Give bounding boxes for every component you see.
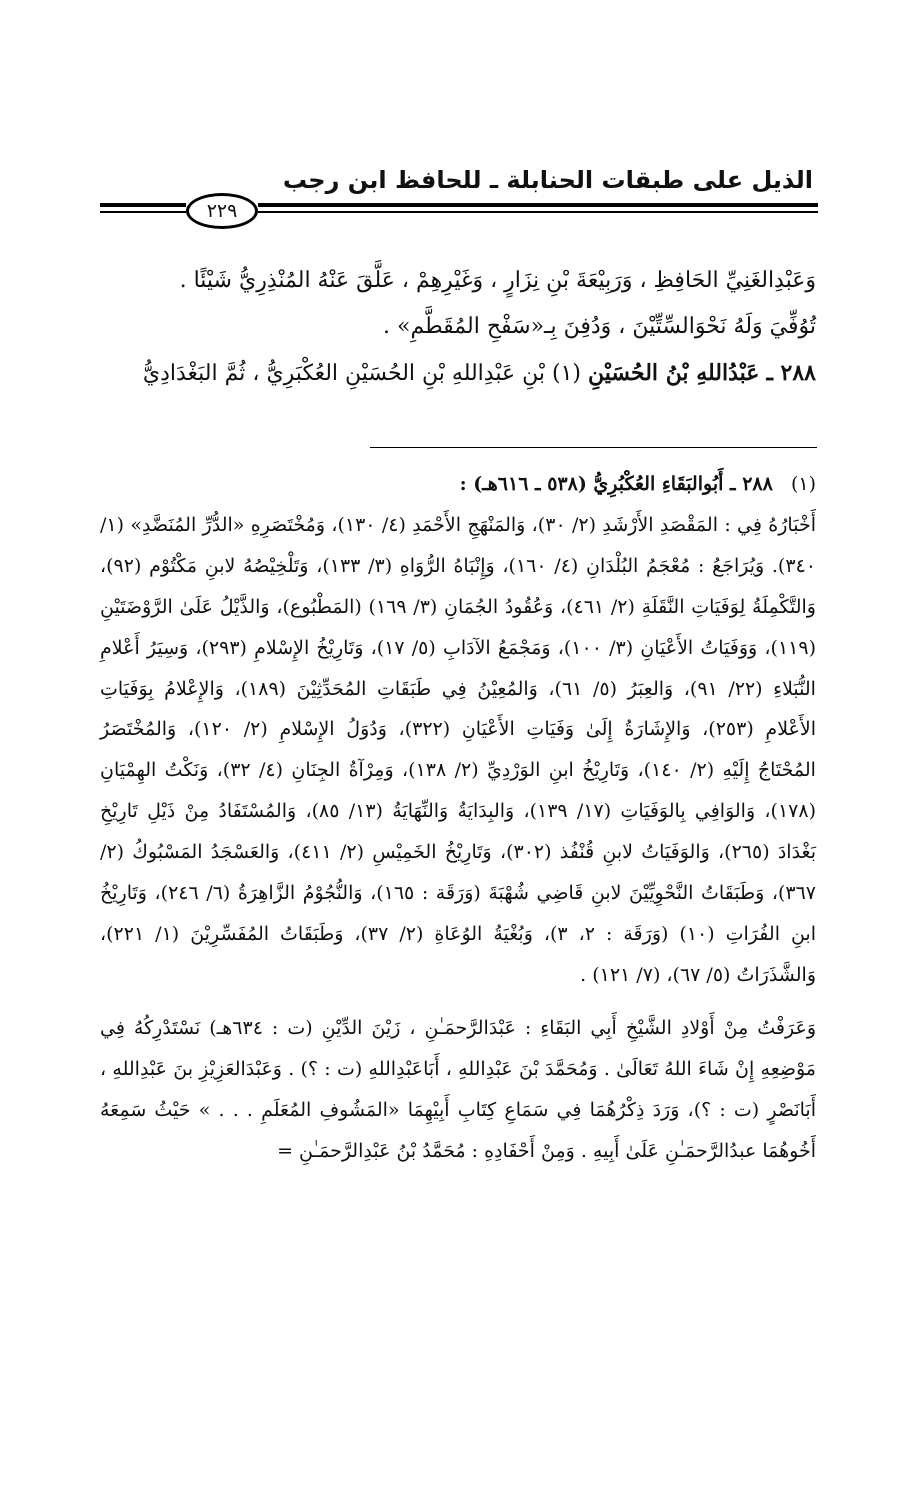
main-text: [100, 258, 816, 397]
entry-number: ٢٨٨ ـ: [766, 360, 816, 386]
entry-note-marker: (١): [551, 361, 581, 386]
header-rule-right-thick: [258, 203, 818, 207]
footnote-heading: ٢٨٨ ـ أَبُوالبَقَاءِ العُكْبُرِيُّ (٥٣٨ ـ ٦١٦هـ) :: [459, 473, 773, 495]
footnotes: [100, 464, 816, 1171]
header-rule-right-thin: [258, 211, 818, 213]
footnote-heading-line: [100, 464, 816, 505]
header-rule-left-thin: [100, 211, 186, 213]
entry-name: عَبْدُاللهِ بْنُ الحُسَيْنِ: [588, 360, 760, 386]
page-number: ٢٢٩: [186, 193, 258, 229]
main-line-1: وَعَبْدِالغَنِيِّ الحَافِظِ ، وَرَبِيْعَةَ بْنِ نِزَارٍ ، وَغَيْرِهِمْ ، عَلَّقَ عَنْهُ المُنْذِرِيُّ شَيْئًا .: [179, 268, 816, 293]
footnote-paragraph-2: وَعَرَفْتُ مِنْ أَوْلادِ الشَّيْخِ أَبِي البَقَاءِ : عَبْدَالرَّحمَـٰنِ ، زَيْنَ الدِّيْنِ (ت : ٦٣٤هـ) نَسْتَدْرِكُهُ فِي مَوْضِعِهِ إِنْ شَاءَ اللهُ تَعَالَىٰ . وَمُحَمَّدَ بْنَ عَبْدِاللهِ ، أَبَاعَبْدِاللهِ (ت : ؟) . وَعَبْدَالعَزِيْزِ بنَ عَبْدِاللهِ ، أَبَانَصْرٍ (ت : ؟)، وَرَدَ ذِكْرُهُمَا فِي سَمَاعِ كِتَابِ أَبِيْهِمَا «المَشُوفِ المُعَلَمِ . . . » حَيْثُ سَمِعَهُ أَخُوهُمَا عبدُالرَّحمَـٰنِ عَلَىٰ أَبِيهِ . وَمِنْ أَحْفَادِهِ : مُحَمَّدُ بْنُ عَبْدِالرَّحمَـٰنِ =: [100, 1016, 816, 1162]
footnote-marker: (١): [790, 473, 816, 495]
running-header-title: الذيل على طبقات الحنابلة ـ للحافظ ابن رجب: [282, 166, 813, 194]
header-rule-left-thick: [100, 203, 186, 207]
footnote-separator: [370, 447, 817, 448]
main-line-2: تُوُفِّيَ وَلَهُ نَحْوَالسِّتِّيْنَ ، وَدُفِنَ بِـ«سَفْحِ المُقَطَّمِ» .: [383, 314, 816, 339]
footnote-paragraph-1: أَخْبَارُهُ فِي : المَقْصَدِ الأَرْشَدِ (٢/ ٣٠)، وَالمَنْهَجِ الأَحْمَدِ (٤/ ١٣٠)، وَمُخْتَصَرِهِ «الدُّرِّ المُنَضَّدِ» (١/ ٣٤٠). وَيُرَاجَعُ : مُعْجَمُ البُلْدَانِ (٤/ ١٦٠)، وَإِنْبَاهُ الرُّوَاهِ (٣/ ١٣٣)، وَتَلْخِيْصُهُ لابنِ مَكْتُوْم (٩٢)، وَالتَّكْمِلَةُ لِوَفَيَاتِ النَّقَلَةِ (٢/ ٤٦١)، وَعُقُودُ الجُمَانِ (٣/ ١٦٩) (المَطْبُوع)، وَالذَّيْلُ عَلَىٰ الرَّوْضَتَيْنِ (١١٩)، وَوَفَيَاتُ الأَعْيَانِ (٣/ ١٠٠)، وَمَجْمَعُ الآدَابِ (٥/ ١٧)، وَتَارِيْخُ الإِسْلامِ (٢٩٣)، وَسِيَرُ أَعْلامِ النُّبَلاءِ (٢٢/ ٩١)، وَالعِبَرُ (٥/ ٦١)، وَالمُعِيْنُ فِي طَبَقَاتِ المُحَدِّثِيْنَ (١٨٩)، وَالإِعْلامُ بِوَفَيَاتِ الأَعْلامِ (٢٥٣)، وَالإِشَارَةُ إِلَىٰ وَفَيَاتِ الأَعْيَانِ (٣٢٢)، وَدُوَلُ الإِسْلامِ (٢/ ١٢٠)، وَالمُخْتَصَرُ المُحْتَاجُ إِلَيْهِ (٢/ ١٤٠)، وَتَارِيْخُ ابنِ الوَرْدِيِّ (٢/ ١٣٨)، وَمِرْآةُ الجِنَانِ (٤/ ٣٢)، وَنَكْتُ الهِمْيَانِ (١٧٨)، وَالوَافِي بِالوَفَيَاتِ (١٧/ ١٣٩)، وَالبِدَايَةُ وَالنِّهَايَةُ (١٣/ ٨٥)، وَالمُسْتَفَادُ مِنْ ذَيْلِ تَارِيْخِ بَغْدَادَ (٢٦٥)، وَالوَفَيَاتُ لابنِ قُنْفُذ (٣٠٢)، وَتَارِيْخُ الخَمِيْسِ (٢/ ٤١١)، وَالعَسْجَدُ المَسْبُوكُ (٢/ ٣٦٧)، وَطَبَقَاتُ النَّحْوِيِّيْنَ لابنِ قَاضِي شُهْبَةَ (وَرَقَة : ١٦٥)، وَالنُّجُوْمُ الزَّاهِرَةُ (٦/ ٢٤٦)، وَتَارِيْخُ ابنِ الفُرَاتِ (١٠) (وَرَقَة : ٢، ٣)، وَبُغْيَةُ الوُعَاةِ (٢/ ٣٧)، وَطَبَقَاتُ المُفَسِّرِيْنَ (١/ ٢٢١)، وَالشَّذَرَاتُ (٥/ ٦٧)، (٧/ ١٢١) .: [100, 513, 817, 986]
entry-line: [100, 350, 816, 397]
entry-rest: بْنِ عَبْدِاللهِ بْنِ الحُسَيْنِ العُكْبَرِيُّ ، ثُمَّ البَغْدَادِيُّ: [142, 361, 545, 386]
